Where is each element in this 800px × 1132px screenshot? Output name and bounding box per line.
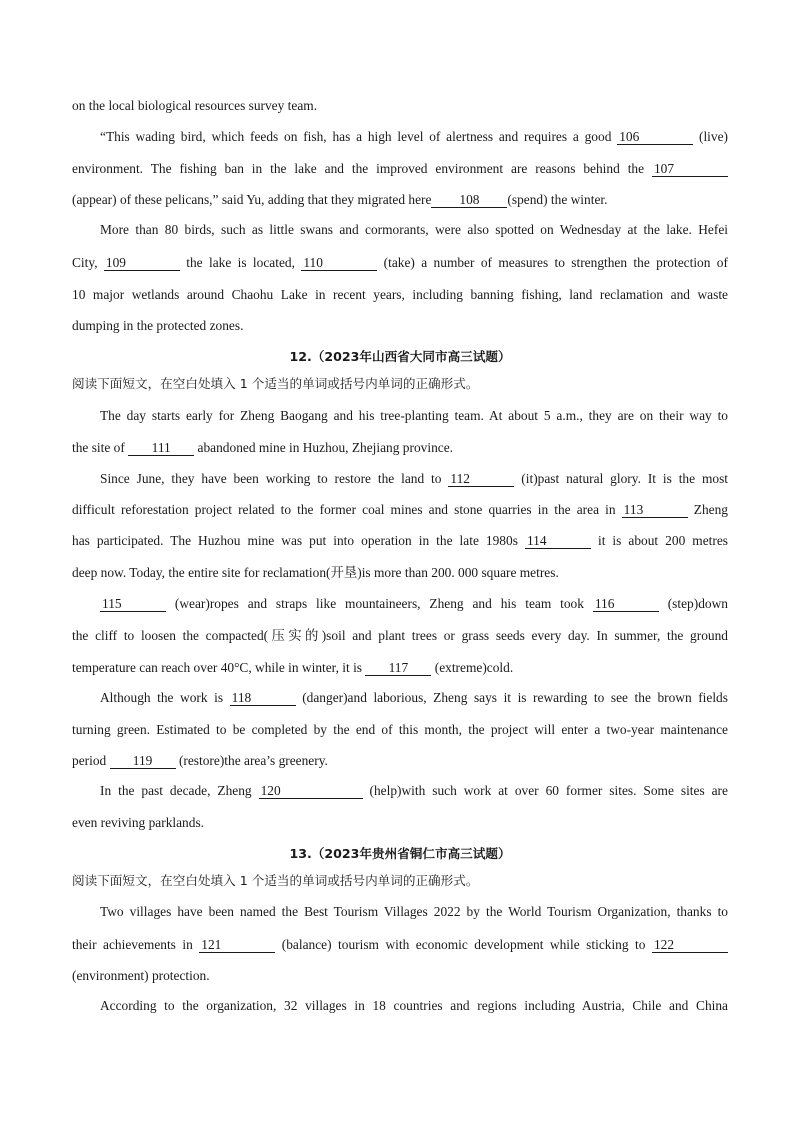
text: The day starts early for Zheng Baogang and his tree-planting team. At about 5 a.m., they are on their way to <box>100 408 728 423</box>
text: Two villages have been named the Best Tourism Villages 2022 by the World Tourism Organization, thanks to <box>100 904 728 919</box>
answer-blank-107[interactable]: 107 <box>652 161 728 177</box>
text: (step)down <box>667 596 728 611</box>
text: 10 major wetlands around Chaohu Lake in recent years, including banning fishing, land reclamation and waste <box>72 287 728 302</box>
text: difficult reforestation project related to the former coal mines and stone quarries in the area in <box>72 502 616 517</box>
text: abandoned mine in Huzhou, Zhejiang province. <box>197 440 453 455</box>
text-line <box>72 254 728 272</box>
text-line <box>100 470 728 488</box>
question-heading-13 <box>0 845 800 863</box>
text-line <box>72 659 728 677</box>
text-line <box>100 595 728 613</box>
text: 阅读下面短文，在空白处填入 1 个适当的单词或括号内单词的正确形式。 <box>72 873 479 888</box>
answer-blank-117[interactable]: 117 <box>365 660 431 676</box>
answer-blank-118[interactable]: 118 <box>230 690 296 706</box>
answer-blank-122[interactable]: 122 <box>652 937 728 953</box>
answer-blank-120[interactable]: 120 <box>259 783 363 799</box>
text-line <box>72 967 728 985</box>
text: (environment) protection. <box>72 968 210 983</box>
text-line <box>72 97 728 115</box>
text-line <box>72 501 728 519</box>
text: has participated. The Huzhou mine was put into operation in the late 1980s <box>72 533 518 548</box>
text-line <box>100 689 728 707</box>
text-line <box>72 721 728 739</box>
text-line <box>72 286 728 304</box>
text-line <box>100 221 728 239</box>
text: the lake is located, <box>186 255 295 270</box>
text: Although the work is <box>100 690 224 705</box>
text: even reviving parklands. <box>72 815 205 830</box>
text: 阅读下面短文，在空白处填入 1 个适当的单词或括号内单词的正确形式。 <box>72 376 479 391</box>
text-line <box>72 191 728 209</box>
answer-blank-114[interactable]: 114 <box>525 533 591 549</box>
text: dumping in the protected zones. <box>72 318 244 333</box>
text: Zheng <box>693 502 729 517</box>
text: According to the organization, 32 villages in 18 countries and regions including Austria, Chile and China <box>100 998 728 1013</box>
text: (live) <box>698 129 728 144</box>
answer-blank-108[interactable]: 108 <box>431 192 507 208</box>
answer-blank-121[interactable]: 121 <box>199 937 275 953</box>
text-line <box>72 317 728 335</box>
text: the site of <box>72 440 125 455</box>
answer-blank-106[interactable]: 106 <box>617 129 693 145</box>
text-line <box>72 160 728 178</box>
text-line <box>72 936 728 954</box>
text: (spend) the winter. <box>507 192 608 207</box>
text-line <box>100 997 728 1015</box>
answer-blank-116[interactable]: 116 <box>593 596 659 612</box>
text: deep now. Today, the entire site for reclamation(开垦)is more than 200. 000 square metres. <box>72 565 559 580</box>
heading-text: 13.（2023年贵州省铜仁市高三试题） <box>289 846 511 861</box>
text: the cliff to loosen the compacted(压实的)soil and plant trees or grass seeds every day. In summer, the ground <box>72 628 728 643</box>
text: on the local biological resources survey team. <box>72 98 318 113</box>
answer-blank-113[interactable]: 113 <box>622 502 688 518</box>
text-line <box>72 439 728 457</box>
text: More than 80 birds, such as little swans and cormorants, were also spotted on Wednesday at the lake. Hefei <box>100 222 728 237</box>
text: (danger)and laborious, Zheng says it is rewarding to see the brown fields <box>302 690 728 705</box>
instruction-12 <box>72 375 728 393</box>
text: In the past decade, Zheng <box>100 783 252 798</box>
text-line <box>72 564 728 582</box>
text-line <box>100 407 728 425</box>
text-line <box>72 627 728 645</box>
text: (restore)the area’s greenery. <box>178 753 328 768</box>
text: City, <box>72 255 98 270</box>
text-line <box>72 752 728 770</box>
text: “This wading bird, which feeds on fish, has a high level of alertness and requires a good <box>100 129 612 144</box>
question-heading-12 <box>0 348 800 366</box>
answer-blank-110[interactable]: 110 <box>301 255 377 271</box>
text: period <box>72 753 107 768</box>
text: their achievements in <box>72 937 193 952</box>
answer-blank-119[interactable]: 119 <box>110 753 176 769</box>
instruction-13 <box>72 872 728 890</box>
heading-text: 12.（2023年山西省大同市高三试题） <box>289 349 511 364</box>
text-line <box>72 532 728 550</box>
text: turning green. Estimated to be completed by the end of this month, the project will enter a two-year maintenance <box>72 722 728 737</box>
text: (balance) tourism with economic development while sticking to <box>281 937 646 952</box>
answer-blank-112[interactable]: 112 <box>448 471 514 487</box>
text: Since June, they have been working to restore the land to <box>100 471 442 486</box>
text-line <box>72 814 728 832</box>
answer-blank-109[interactable]: 109 <box>104 255 180 271</box>
text: (take) a number of measures to strengthen the protection of <box>383 255 728 270</box>
text: (extreme)cold. <box>434 660 514 675</box>
text: it is about 200 metres <box>597 533 728 548</box>
text: (help)with such work at over 60 former sites. Some sites are <box>369 783 728 798</box>
answer-blank-111[interactable]: 111 <box>128 440 194 456</box>
text: temperature can reach over 40°C, while in winter, it is <box>72 660 363 675</box>
text-line <box>100 128 728 146</box>
text-line <box>100 903 728 921</box>
text: (it)past natural glory. It is the most <box>521 471 729 486</box>
text: environment. The fishing ban in the lake and the improved environment are reasons behind the <box>72 161 645 176</box>
text: (appear) of these pelicans,” said Yu, adding that they migrated here <box>72 192 432 207</box>
answer-blank-115[interactable]: 115 <box>100 596 166 612</box>
text: (wear)ropes and straps like mountaineers, Zheng and his team took <box>174 596 584 611</box>
text-line <box>100 782 728 800</box>
